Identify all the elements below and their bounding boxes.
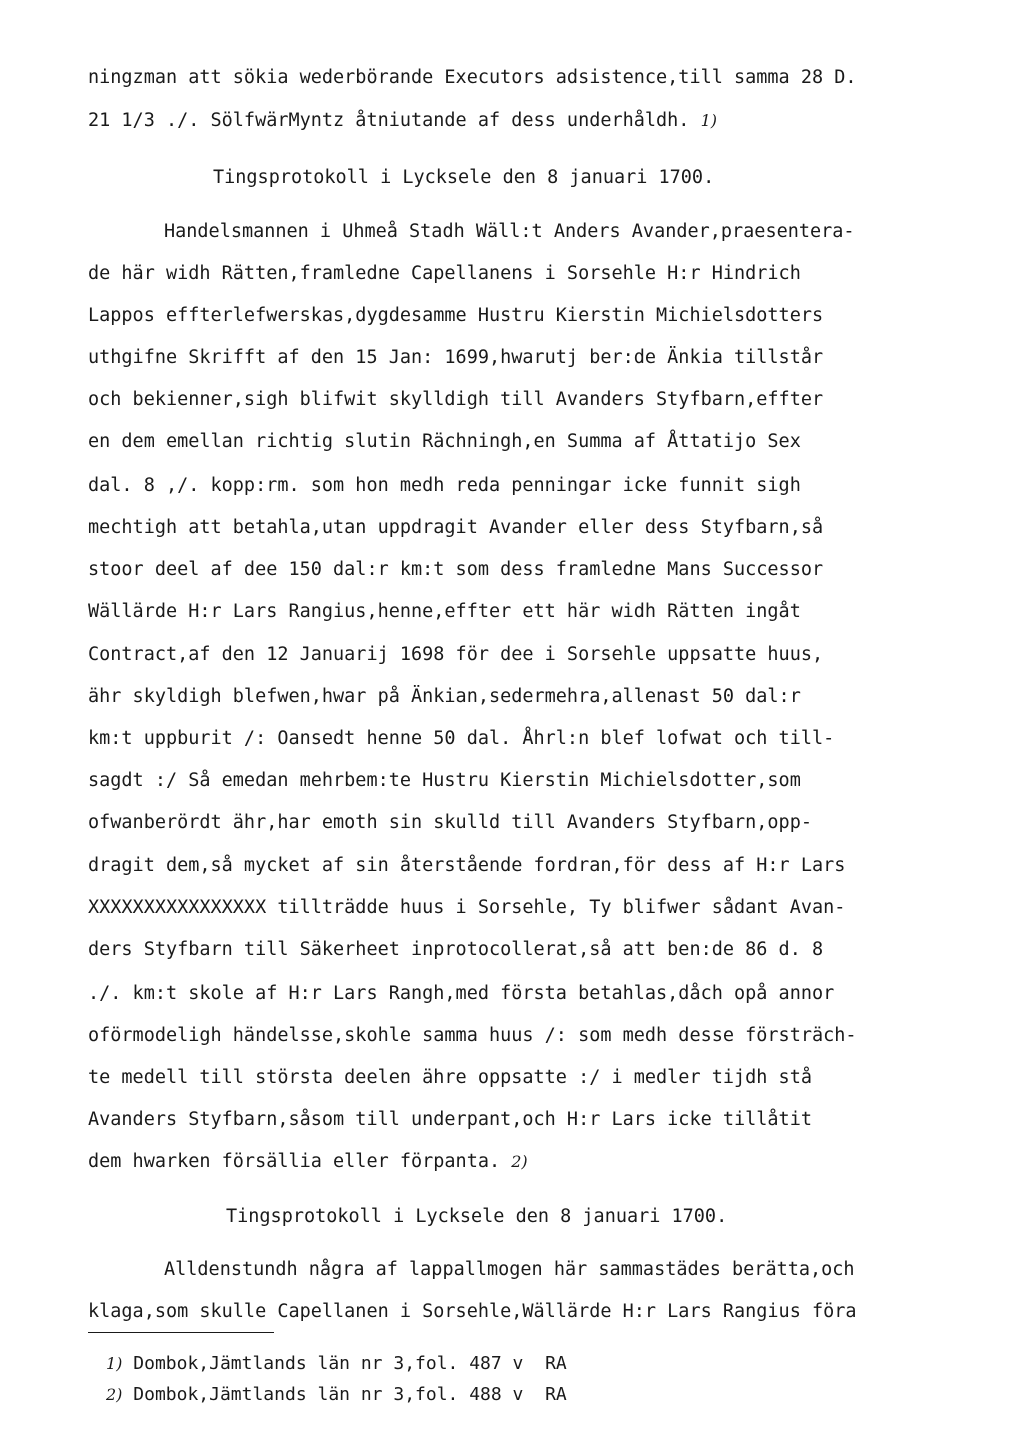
text-line: uthgifne Skrifft af den 15 Jan: 1699,hwarutj ber:de Änkia tillstår (88, 347, 824, 368)
text-line: dragit dem,så mycket af sin återstående fordran,för dess af H:r Lars (88, 855, 846, 876)
footnote-ref: 2) (511, 1152, 528, 1171)
section-heading: Tingsprotokoll i Lycksele den 8 januari 1700. (213, 167, 715, 188)
text-line: stoor deel af dee 150 dal:r km:t som dess framledne Mans Successor (88, 559, 824, 580)
section-heading: Tingsprotokoll i Lycksele den 8 januari 1700. (226, 1206, 728, 1227)
text-line: oförmodeligh händelsse,skohle samma huus /: som medh desse försträch- (88, 1025, 857, 1046)
text-line: Avanders Styfbarn,såsom till underpant,och H:r Lars icke tillåtit (88, 1109, 812, 1130)
text-line: te medell till största deelen ähre oppsatte :/ i medler tijdh stå (88, 1067, 812, 1088)
text-line: och bekienner,sigh blifwit skylldigh till Avanders Styfbarn,effter (88, 389, 824, 410)
text-line (88, 109, 717, 133)
text-line: ofwanberördt ähr,har emoth sin skulld till Avanders Styfbarn,opp- (88, 812, 812, 833)
line-text: 21 1/3 ./. SölfwärMyntz åtniutande af dess underhåldh. (88, 110, 690, 131)
text-line: km:t uppburit /: Oansedt henne 50 dal. Åhrl:n blef lofwat och till- (88, 728, 835, 749)
text-line: Contract,af den 12 Januarij 1698 för dee i Sorsehle uppsatte huus, (88, 644, 824, 665)
text-line: XXXXXXXXXXXXXXXX tillträdde huus i Sorsehle, Ty blifwer sådant Avan- (88, 897, 846, 918)
footnote-ref: 1) (700, 111, 718, 130)
text-line: klaga,som skulle Capellanen i Sorsehle,Wällärde H:r Lars Rangius föra (88, 1301, 857, 1322)
text-line: Handelsmannen i Uhmeå Stadh Wäll:t Anders Avander,praesentera- (164, 221, 855, 242)
footnote-text: Dombok,Jämtlands län nr 3,fol. 488 v RA (133, 1384, 567, 1405)
text-line: ders Styfbarn till Säkerheet inprotocollerat,så att ben:de 86 d. 8 (88, 939, 824, 960)
text-line: ningzman att sökia wederbörande Executors adsistence,till samma 28 D. (88, 67, 857, 88)
footnote (106, 1383, 567, 1407)
text-line: en dem emellan richtig slutin Rächningh,en Summa af Åttatijo Sex (88, 431, 801, 452)
text-line: Wällärde H:r Lars Rangius,henne,effter ett här widh Rätten ingåt (88, 601, 801, 622)
text-line: de här widh Rätten,framledne Capellanens i Sorsehle H:r Hindrich (88, 263, 801, 284)
footnote-text: Dombok,Jämtlands län nr 3,fol. 487 v RA (133, 1353, 567, 1374)
footnote-divider (88, 1332, 274, 1333)
footnote (106, 1352, 567, 1376)
text-line: sagdt :/ Så emedan mehrbem:te Hustru Kierstin Michielsdotter,som (88, 770, 801, 791)
text-line: mechtigh att betahla,utan uppdragit Avander eller dess Styfbarn,så (88, 517, 824, 538)
line-text: dem hwarken försällia eller förpanta. (88, 1151, 501, 1172)
text-line: Lappos effterlefwerskas,dygdesamme Hustru Kierstin Michielsdotters (88, 305, 824, 326)
text-line: Alldenstundh några af lappallmogen här sammastädes berätta,och (164, 1259, 855, 1280)
footnote-mark: 1) (106, 1354, 123, 1373)
text-line (88, 1150, 528, 1174)
text-line: ./. km:t skole af H:r Lars Rangh,med första betahlas,dåch opå annor (88, 983, 835, 1004)
text-line: dal. 8 ,/. kopp:rm. som hon medh reda penningar icke funnit sigh (88, 475, 801, 496)
text-line: ähr skyldigh blefwen,hwar på Änkian,sedermehra,allenast 50 dal:r (88, 686, 801, 707)
footnote-mark: 2) (106, 1385, 123, 1404)
